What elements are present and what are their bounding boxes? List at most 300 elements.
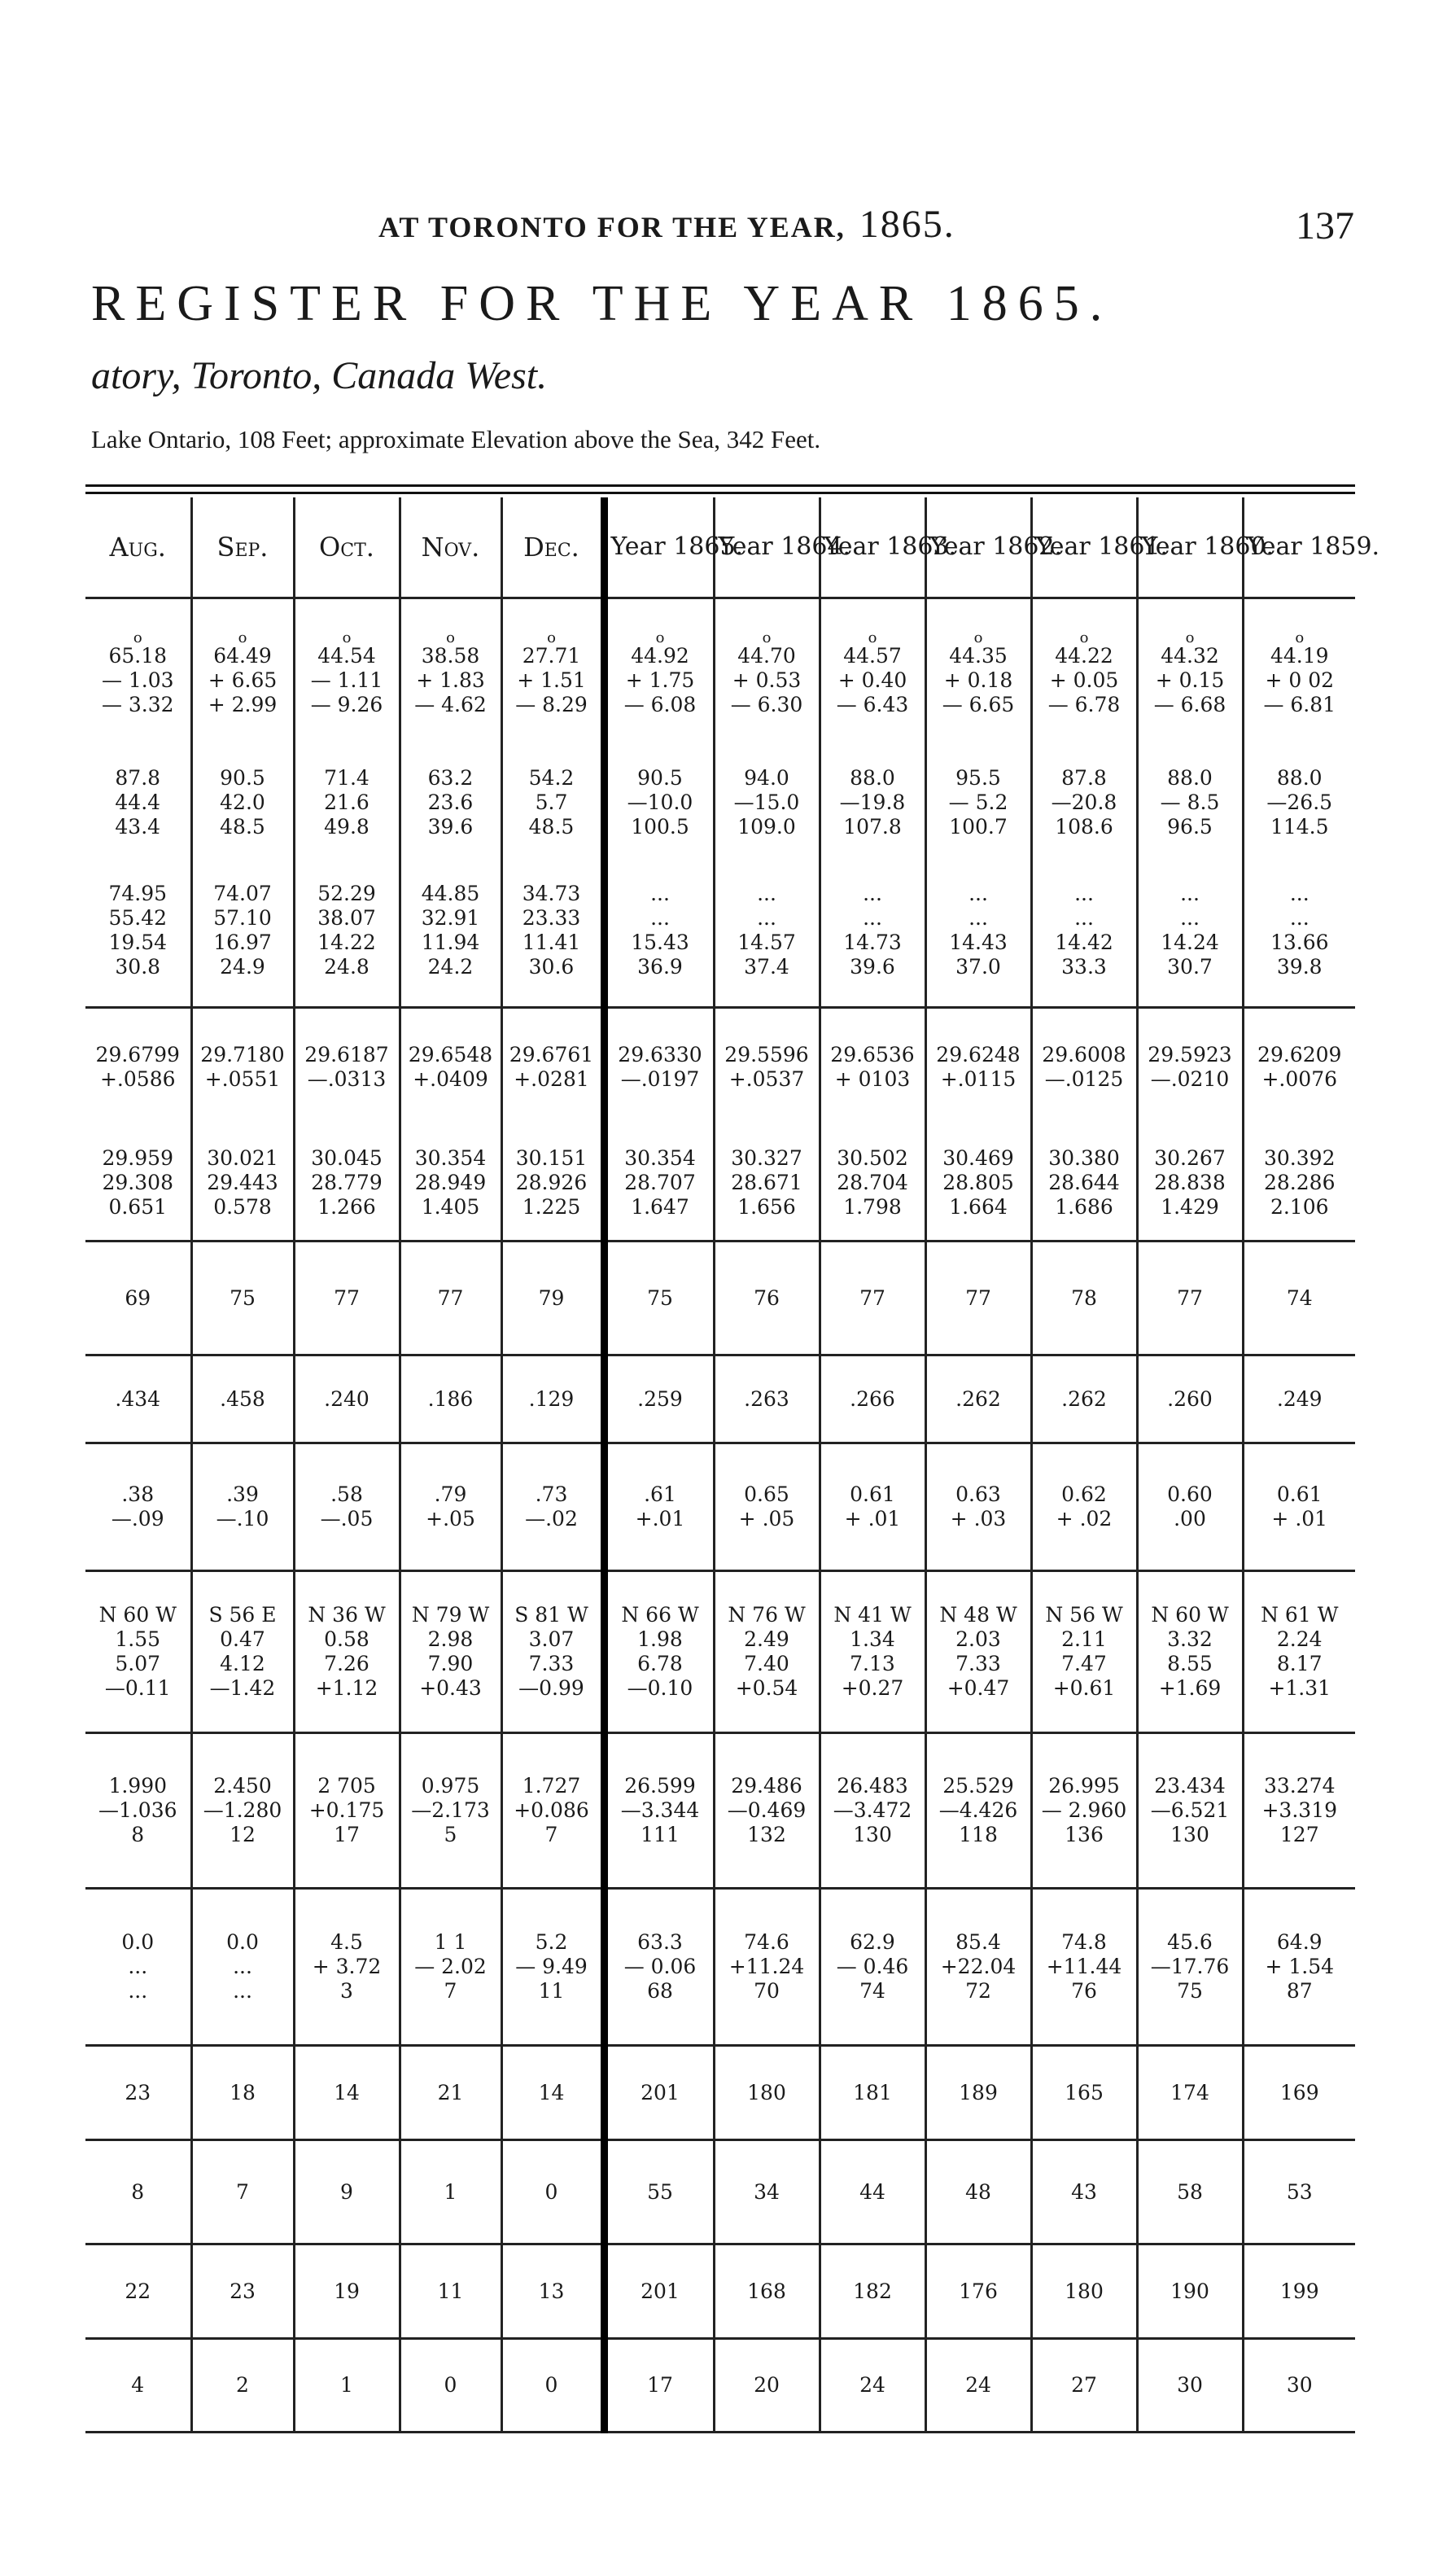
cell-value: — 6.78 — [1047, 693, 1121, 716]
table-cell — [1137, 1443, 1243, 1571]
cell-value: 37.4 — [744, 955, 789, 979]
cell-value: 4.12 — [220, 1652, 265, 1675]
cell-value: 181 — [853, 2080, 892, 2104]
cell-value: 24 — [965, 2373, 991, 2397]
cell-value: 23 — [125, 2080, 151, 2104]
cell-value: — 1.03 — [101, 668, 174, 692]
table-cell — [1137, 1242, 1243, 1355]
cell-value: 77 — [965, 1285, 991, 1310]
table-cell — [1243, 855, 1355, 1008]
table-cell — [400, 1126, 501, 1242]
table-cell — [820, 2244, 925, 2339]
cell-value: 136 — [1065, 1823, 1104, 1846]
cell-value: 28.805 — [942, 1171, 1014, 1194]
running-head-year: 1865. — [859, 203, 955, 246]
cell-value: 0.47 — [220, 1627, 265, 1651]
cell-value: 8.55 — [1167, 1652, 1213, 1675]
cell-value: 7.40 — [744, 1652, 789, 1675]
table-cell — [714, 1126, 820, 1242]
table-cell — [820, 1355, 925, 1443]
cell-value: 20 — [754, 2373, 780, 2397]
cell-value: .00 — [1174, 1507, 1206, 1531]
cell-value: 21.6 — [324, 790, 369, 814]
cell-value: N 48 W — [939, 1603, 1017, 1627]
cell-value: 0.63 — [955, 1482, 1001, 1506]
table-cell — [1137, 2046, 1243, 2140]
cell-value: 49.8 — [324, 815, 369, 839]
table-cell — [1031, 1889, 1137, 2046]
table-row — [85, 2046, 1355, 2140]
table-cell — [400, 1733, 501, 1889]
cell-value: 44 — [859, 2179, 885, 2204]
cell-value: 30.327 — [731, 1146, 802, 1170]
cell-value: — 8.29 — [515, 693, 588, 716]
table-cell — [1031, 598, 1137, 751]
cell-value: — 3.32 — [101, 693, 174, 716]
cell-value: 28.838 — [1154, 1171, 1226, 1194]
cell-value: 14 — [334, 2080, 360, 2104]
cell-value: 7.33 — [528, 1652, 575, 1675]
cell-value: ... — [128, 1955, 148, 1978]
cell-value: 0.58 — [324, 1627, 369, 1651]
table-row — [85, 598, 1355, 751]
cell-value: — 2.960 — [1041, 1798, 1127, 1822]
cell-value: 38.58 — [421, 644, 480, 668]
cell-value: 23.33 — [522, 906, 581, 930]
table-cell — [85, 1008, 191, 1127]
cell-value: + 6.65 — [208, 668, 278, 692]
cell-value: 27 — [1071, 2373, 1097, 2397]
table-cell — [1243, 2046, 1355, 2140]
cell-value: 0 — [544, 2373, 558, 2397]
cell-value: 25.529 — [942, 1774, 1014, 1798]
table-row — [85, 1126, 1355, 1242]
cell-value: 1.727 — [522, 1774, 581, 1798]
cell-value: 94.0 — [744, 766, 789, 790]
table-cell — [191, 1008, 294, 1127]
table-cell — [714, 1443, 820, 1571]
cell-value: +.0076 — [1261, 1067, 1338, 1091]
table-cell — [501, 751, 604, 855]
table-cell — [1031, 2046, 1137, 2140]
cell-value: —.02 — [525, 1507, 578, 1531]
cell-value: +0.43 — [419, 1676, 482, 1700]
table-cell — [294, 2140, 400, 2244]
cell-value: 2.11 — [1061, 1627, 1107, 1651]
table-cell — [85, 1889, 191, 2046]
cell-value: + 0.40 — [837, 668, 907, 692]
cell-value: 180 — [747, 2080, 786, 2104]
table-cell — [400, 1571, 501, 1733]
cell-value: 24.9 — [220, 955, 265, 979]
cell-value: — 9.49 — [515, 1955, 588, 1978]
cell-value: —20.8 — [1051, 790, 1117, 814]
cell-value: 7.13 — [850, 1652, 895, 1675]
table-row — [85, 855, 1355, 1008]
cell-value: 74.95 — [108, 882, 168, 905]
cell-value: 132 — [747, 1823, 786, 1846]
degree-mark: o — [238, 629, 247, 646]
table-cell — [1243, 1443, 1355, 1571]
cell-value: 70 — [754, 1979, 780, 2003]
cell-value: 29.5596 — [724, 1043, 809, 1066]
cell-value: 30.354 — [624, 1146, 696, 1170]
cell-value: 13 — [538, 2279, 565, 2303]
cell-value: 4 — [131, 2373, 145, 2397]
table-cell — [1137, 1355, 1243, 1443]
column-header: Sep. — [191, 497, 294, 598]
cell-value: 29.6248 — [936, 1043, 1021, 1066]
cell-value: — 5.2 — [948, 790, 1008, 814]
table-cell — [1137, 1733, 1243, 1889]
table-cell — [925, 855, 1031, 1008]
cell-value: +0.27 — [841, 1676, 904, 1700]
cell-value: 16.97 — [213, 931, 272, 954]
cell-value: 21 — [437, 2080, 464, 2104]
cell-value: 118 — [959, 1823, 998, 1846]
cell-value: 14 — [538, 2080, 565, 2104]
cell-value: +0.175 — [308, 1798, 385, 1822]
table-cell — [820, 751, 925, 855]
cell-value: —.0313 — [307, 1067, 387, 1091]
cell-value: —.10 — [216, 1507, 269, 1531]
cell-value: 2 705 — [317, 1774, 376, 1798]
table-cell — [1031, 2339, 1137, 2433]
table-cell — [925, 1008, 1031, 1127]
table-cell — [1243, 1571, 1355, 1733]
cell-value: N 61 W — [1261, 1603, 1339, 1627]
table-cell — [400, 1008, 501, 1127]
cell-value: 64.9 — [1276, 1930, 1323, 1954]
cell-value: + 2.99 — [208, 693, 278, 716]
page-number: 137 — [1296, 204, 1354, 247]
cell-value: 1.98 — [637, 1627, 683, 1651]
cell-value: 109.0 — [737, 815, 796, 839]
cell-value: .73 — [535, 1482, 568, 1506]
table-cell — [191, 1126, 294, 1242]
table-cell — [925, 2046, 1031, 2140]
cell-value: + .03 — [950, 1507, 1007, 1531]
cell-value: 11.41 — [522, 931, 581, 954]
cell-value: 29.308 — [102, 1171, 173, 1194]
cell-value: + 0.18 — [943, 668, 1013, 692]
table-cell — [501, 1571, 604, 1733]
cell-value: —1.036 — [98, 1798, 177, 1822]
cell-value: + 0.53 — [732, 668, 802, 692]
cell-value: 29.959 — [102, 1146, 173, 1170]
cell-value: N 36 W — [308, 1603, 386, 1627]
cell-value: +11.24 — [728, 1955, 805, 1978]
cell-value: 29.7180 — [200, 1043, 285, 1066]
cell-value: 44.32 — [1161, 644, 1219, 668]
cell-value: 44.70 — [737, 644, 796, 668]
table-cell — [820, 598, 925, 751]
cell-value: 29.6761 — [509, 1043, 594, 1066]
cell-value: —1.42 — [209, 1676, 276, 1700]
table-cell — [604, 751, 714, 855]
cell-value: + 1.83 — [416, 668, 485, 692]
cell-value: 33.3 — [1061, 955, 1107, 979]
table-cell — [294, 1443, 400, 1571]
table-cell — [925, 751, 1031, 855]
table-cell — [400, 855, 501, 1008]
table-cell — [714, 598, 820, 751]
cell-value: ... — [128, 1979, 148, 2003]
table-cell — [501, 1889, 604, 2046]
table-cell — [1137, 1126, 1243, 1242]
cell-value: — 6.30 — [730, 693, 803, 716]
cell-value: 55 — [647, 2179, 673, 2204]
cell-value: .240 — [324, 1386, 369, 1411]
table-cell — [294, 1126, 400, 1242]
cell-value: 48 — [965, 2179, 991, 2204]
cell-value: 100.7 — [949, 815, 1008, 839]
cell-value: 9 — [340, 2179, 353, 2204]
table-cell — [294, 598, 400, 751]
cell-value: 0.0 — [121, 1930, 155, 1954]
table-cell — [85, 1355, 191, 1443]
cell-value: 87.8 — [115, 766, 161, 790]
cell-value: 30.7 — [1167, 955, 1213, 979]
cell-value: 14.57 — [737, 931, 796, 954]
cell-value: 127 — [1279, 1823, 1319, 1846]
cell-value: .249 — [1276, 1386, 1323, 1411]
cell-value: +.0537 — [728, 1067, 805, 1091]
cell-value: 88.0 — [1167, 766, 1213, 790]
cell-value: 6.78 — [637, 1652, 683, 1675]
cell-value: 0 — [544, 2179, 558, 2204]
table-cell — [714, 2339, 820, 2433]
table-cell — [1137, 1889, 1243, 2046]
cell-value: 1.55 — [115, 1627, 161, 1651]
cell-value: 189 — [959, 2080, 998, 2104]
cell-value: 29.6209 — [1257, 1043, 1342, 1066]
cell-value: 11 — [437, 2279, 464, 2303]
cell-value: 27.71 — [522, 644, 581, 668]
cell-value: 45.6 — [1167, 1930, 1213, 1954]
cell-value: +0.47 — [947, 1676, 1010, 1700]
cell-value: +0.61 — [1052, 1676, 1116, 1700]
table-cell — [294, 751, 400, 855]
cell-value: — 2.02 — [414, 1955, 487, 1978]
cell-value: 29.6548 — [408, 1043, 493, 1066]
table-cell — [604, 2339, 714, 2433]
cell-value: 63.2 — [427, 766, 474, 790]
cell-value: 90.5 — [220, 766, 265, 790]
table-cell — [85, 855, 191, 1008]
cell-value: — 4.62 — [414, 693, 487, 716]
cell-value: 30.8 — [115, 955, 161, 979]
cell-value: 30 — [1177, 2373, 1203, 2397]
cell-value: — 0.46 — [836, 1955, 909, 1978]
cell-value: —.0125 — [1044, 1067, 1124, 1091]
table-body — [85, 598, 1355, 2433]
cell-value: 8 — [131, 2179, 145, 2204]
cell-value: 22 — [125, 2279, 151, 2303]
cell-value: 174 — [1170, 2080, 1209, 2104]
table-cell — [85, 1571, 191, 1733]
cell-value: 29.486 — [731, 1774, 802, 1798]
table-cell — [1243, 1733, 1355, 1889]
cell-value: .58 — [330, 1482, 363, 1506]
table-cell — [820, 1733, 925, 1889]
table-cell — [714, 1355, 820, 1443]
cell-value: 17 — [334, 1823, 360, 1846]
cell-value: ... — [1289, 906, 1310, 930]
table-row — [85, 1355, 1355, 1443]
cell-value: 1.990 — [108, 1774, 168, 1798]
cell-value: — 0.06 — [623, 1955, 697, 1978]
cell-value: + .05 — [738, 1507, 795, 1531]
cell-value: + 0.15 — [1155, 668, 1225, 692]
cell-value: —26.5 — [1266, 790, 1333, 814]
table-cell — [400, 2339, 501, 2433]
table-cell — [294, 1571, 400, 1733]
table-cell — [191, 2046, 294, 2140]
cell-value: 199 — [1279, 2279, 1319, 2303]
cell-value: 23.6 — [427, 790, 474, 814]
cell-value: —.05 — [320, 1507, 374, 1531]
column-header: Year 1864. — [714, 497, 820, 598]
cell-value: 4.5 — [330, 1930, 363, 1954]
cell-value: 1.798 — [843, 1195, 902, 1219]
table-cell — [294, 2339, 400, 2433]
table-cell — [294, 1355, 400, 1443]
table-cell — [501, 2140, 604, 2244]
cell-value: .434 — [115, 1386, 161, 1411]
cell-value: —10.0 — [627, 790, 693, 814]
table-cell — [1243, 2244, 1355, 2339]
cell-value: 2 — [236, 2373, 249, 2397]
table-row — [85, 1008, 1355, 1127]
table-cell — [925, 2140, 1031, 2244]
cell-value: 65.18 — [108, 644, 168, 668]
cell-value: 28.671 — [731, 1171, 802, 1194]
table-cell — [714, 1571, 820, 1733]
degree-mark: o — [133, 629, 142, 646]
cell-value: 74 — [1286, 1285, 1313, 1310]
cell-value: 37.0 — [955, 955, 1001, 979]
cell-value: 38.07 — [317, 906, 376, 930]
column-header: Dec. — [501, 497, 604, 598]
cell-value: 55.42 — [108, 906, 168, 930]
table-cell — [604, 1443, 714, 1571]
cell-value: 75 — [647, 1285, 673, 1310]
degree-mark: o — [1185, 629, 1195, 646]
cell-value: 1 1 — [434, 1930, 467, 1954]
table-cell — [191, 1443, 294, 1571]
table-cell — [85, 751, 191, 855]
cell-value: .38 — [121, 1482, 155, 1506]
subtitle: atory, Toronto, Canada West. — [91, 354, 548, 397]
cell-value: 2.106 — [1270, 1195, 1329, 1219]
cell-value: + .01 — [844, 1507, 901, 1531]
cell-value: 182 — [853, 2279, 892, 2303]
cell-value: 62.9 — [850, 1930, 895, 1954]
column-header: Year 1860. — [1137, 497, 1243, 598]
table-cell — [400, 751, 501, 855]
cell-value: —.0210 — [1150, 1067, 1230, 1091]
table-cell — [604, 1889, 714, 2046]
table-cell — [604, 1355, 714, 1443]
table-cell — [85, 1733, 191, 1889]
table-cell — [294, 2244, 400, 2339]
cell-value: 43.4 — [115, 815, 161, 839]
table-cell — [400, 1889, 501, 2046]
table-cell — [1137, 2244, 1243, 2339]
cell-value: —0.11 — [104, 1676, 171, 1700]
cell-value: ... — [1074, 906, 1094, 930]
table-cell — [1031, 2140, 1137, 2244]
cell-value: 75 — [1177, 1979, 1203, 2003]
cell-value: —15.0 — [733, 790, 800, 814]
table-cell — [714, 2140, 820, 2244]
cell-value: .79 — [434, 1482, 467, 1506]
cell-value: + 1.51 — [517, 668, 586, 692]
cell-value: 87.8 — [1061, 766, 1107, 790]
table-cell — [604, 2244, 714, 2339]
table-cell — [925, 1571, 1031, 1733]
table-cell — [604, 1571, 714, 1733]
cell-value: +0.086 — [514, 1798, 589, 1822]
table-cell — [820, 1242, 925, 1355]
table-cell — [925, 1733, 1031, 1889]
cell-value: .129 — [528, 1386, 575, 1411]
cell-value: 7.47 — [1061, 1652, 1107, 1675]
table-cell — [191, 1733, 294, 1889]
cell-value: 169 — [1279, 2080, 1319, 2104]
cell-value: 23.434 — [1154, 1774, 1226, 1798]
table-cell — [1243, 2339, 1355, 2433]
table-cell — [714, 751, 820, 855]
table-cell — [604, 598, 714, 751]
cell-value: 44.54 — [317, 644, 376, 668]
table-cell — [294, 2046, 400, 2140]
table-cell — [294, 1733, 400, 1889]
cell-value: 48.5 — [220, 815, 265, 839]
cell-value: 43 — [1071, 2179, 1097, 2204]
cell-value: 100.5 — [631, 815, 689, 839]
table-cell — [604, 2046, 714, 2140]
table-cell — [1137, 598, 1243, 751]
cell-value: 14.73 — [843, 931, 902, 954]
table-cell — [1243, 1242, 1355, 1355]
cell-value: 5.07 — [115, 1652, 161, 1675]
cell-value: 88.0 — [850, 766, 895, 790]
cell-value: 42.0 — [220, 790, 265, 814]
cell-value: ... — [757, 906, 776, 930]
cell-value: 24.8 — [324, 955, 369, 979]
cell-value: 26.995 — [1048, 1774, 1120, 1798]
table-cell — [1031, 1571, 1137, 1733]
cell-value: 3 — [340, 1979, 353, 2003]
top-rule-1 — [85, 484, 1355, 487]
table-row — [85, 2339, 1355, 2433]
cell-value: 30.392 — [1264, 1146, 1336, 1170]
cell-value: 0.60 — [1167, 1482, 1213, 1506]
cell-value: 11 — [538, 1979, 565, 2003]
cell-value: — 9.26 — [310, 693, 383, 716]
cell-value: 0.61 — [1276, 1482, 1323, 1506]
table-row — [85, 2244, 1355, 2339]
cell-value: +.0281 — [514, 1067, 589, 1091]
cell-value: ... — [1074, 882, 1094, 905]
cell-value: 8 — [131, 1823, 145, 1846]
table-cell — [501, 1242, 604, 1355]
cell-value: —1.280 — [203, 1798, 282, 1822]
table-cell — [400, 598, 501, 751]
table-cell — [604, 1242, 714, 1355]
